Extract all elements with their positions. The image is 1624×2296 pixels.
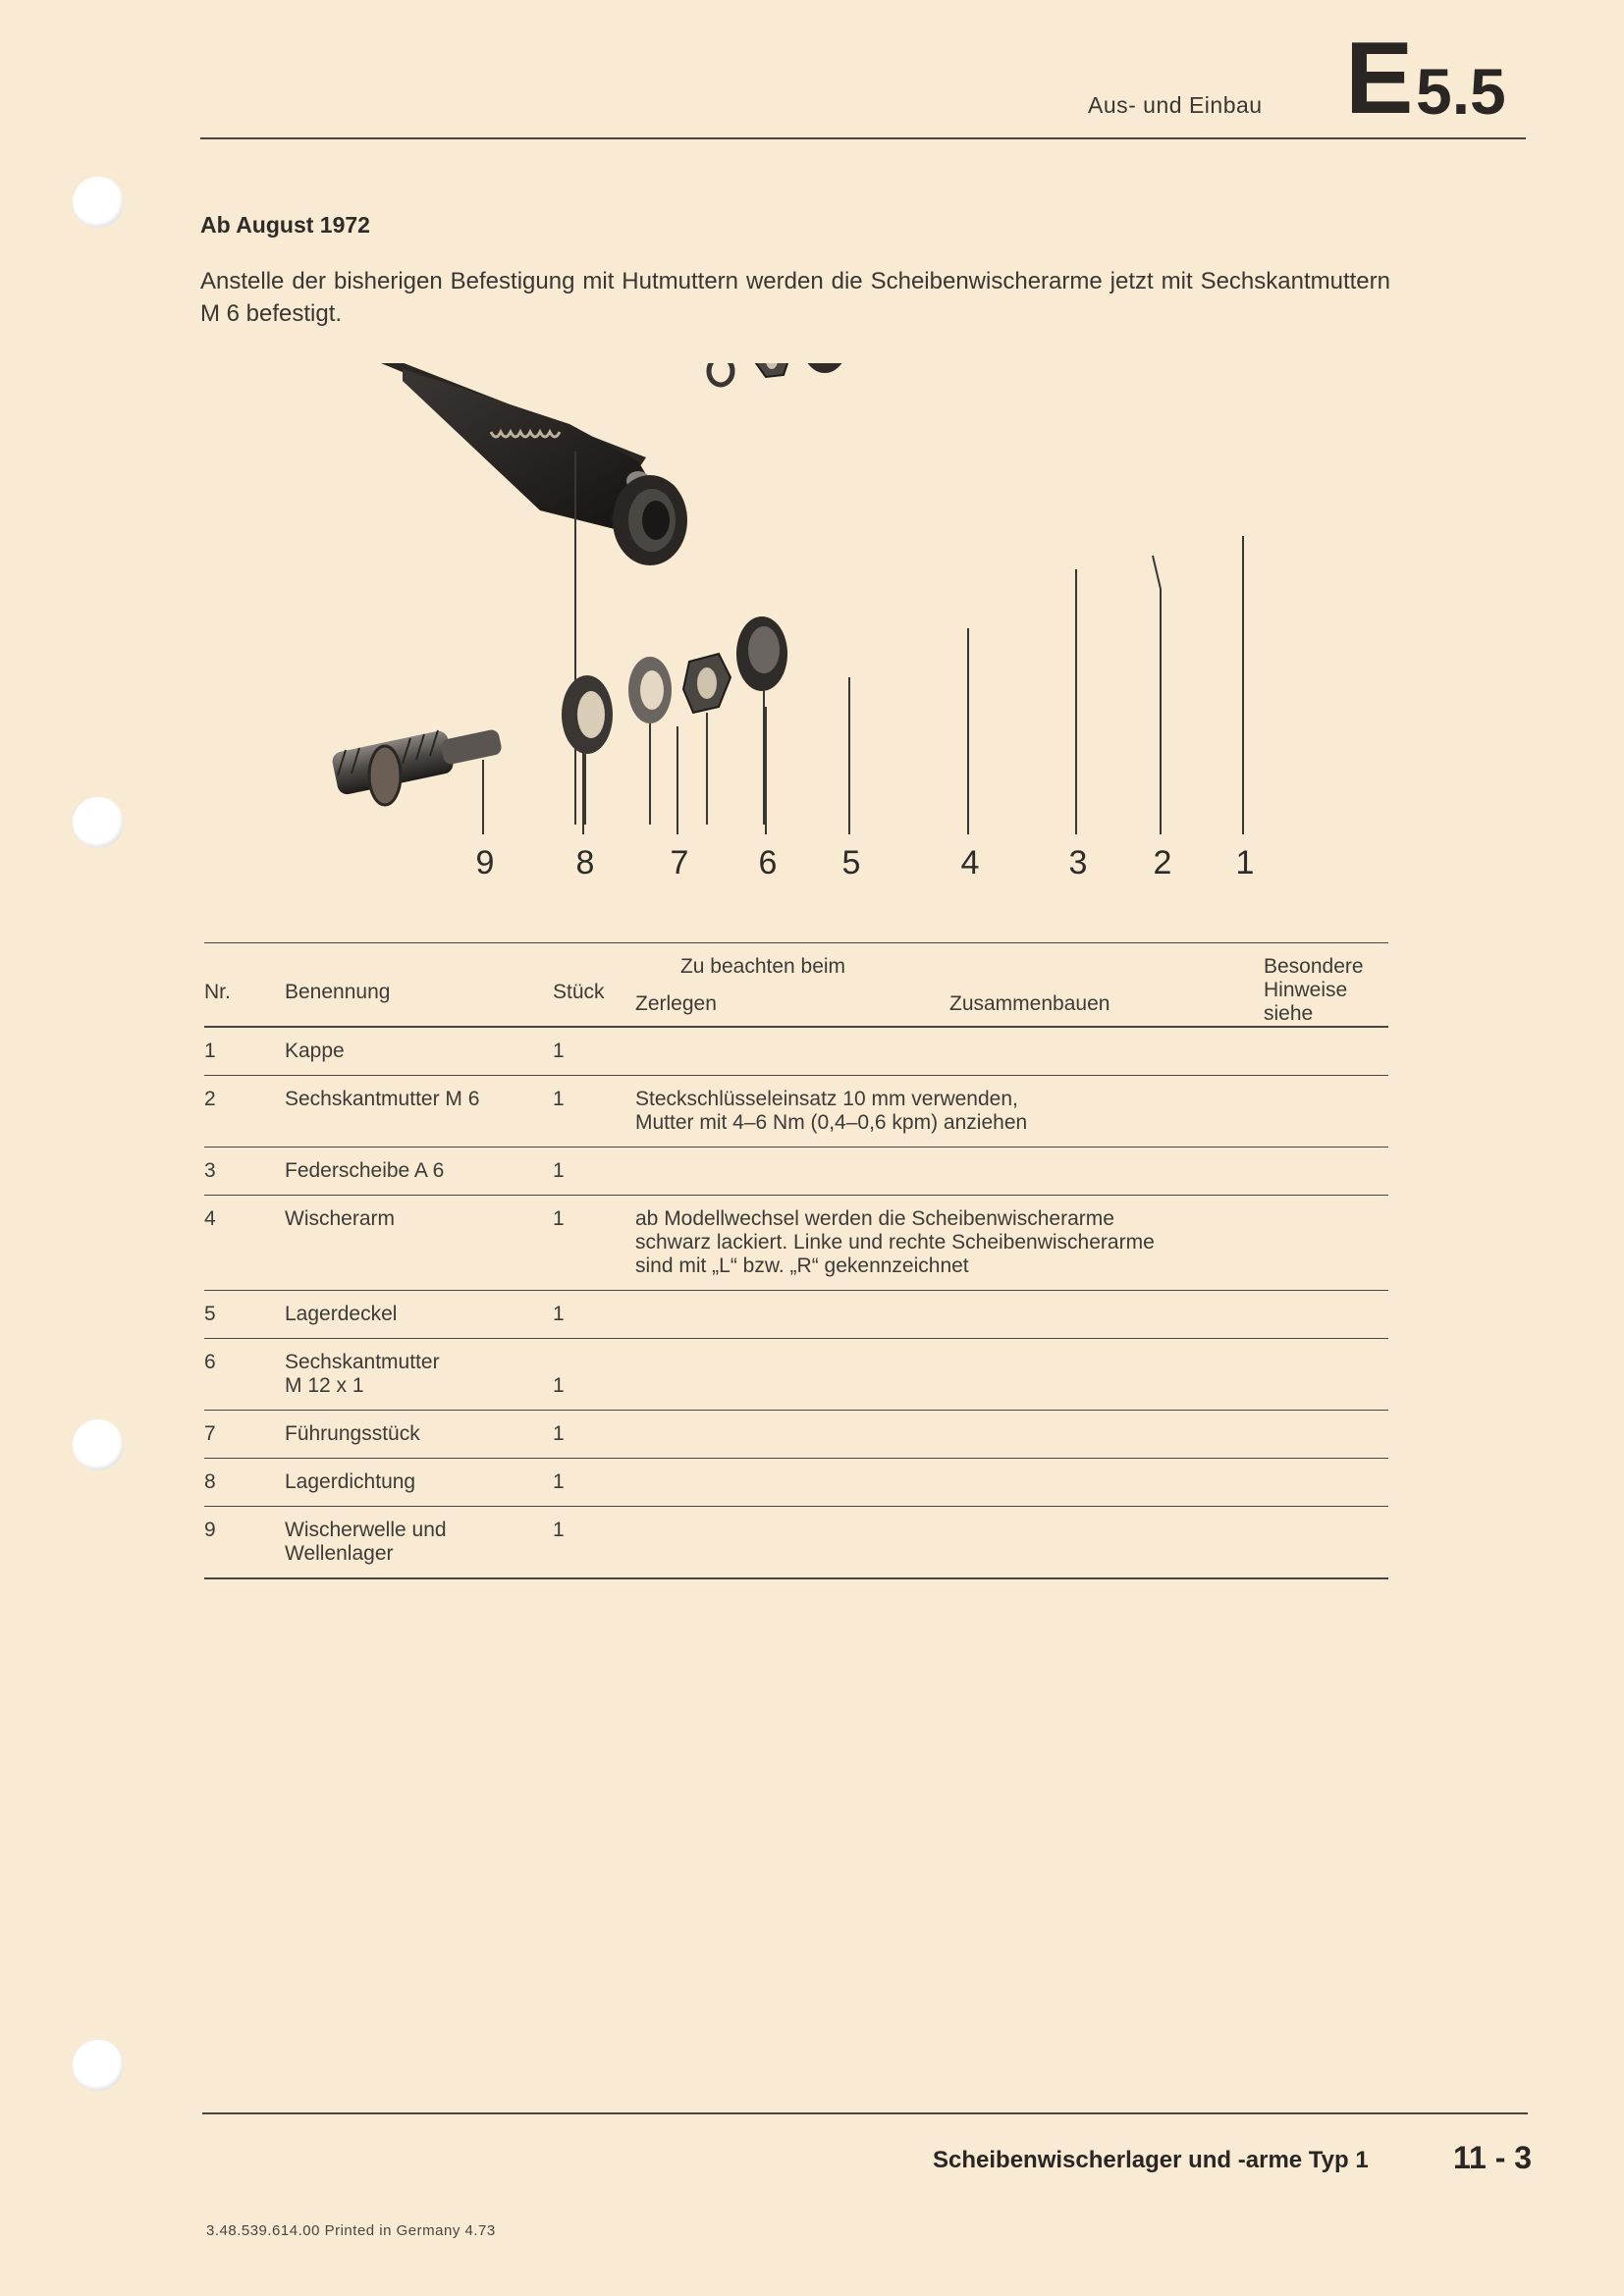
- table-row: [204, 1339, 1388, 1411]
- name-line: Wellenlager: [285, 1542, 394, 1565]
- row-qty: 1: [553, 1159, 565, 1182]
- row-qty: 1: [553, 1303, 565, 1325]
- row-ref: [1264, 1411, 1388, 1459]
- section-title: Aus- und Einbau: [1088, 92, 1263, 118]
- row-name: Lagerdeckel: [285, 1303, 398, 1325]
- row-note: [635, 1076, 1264, 1148]
- column-header-notes-group: [635, 943, 1264, 1028]
- row-name: Wischerarm: [285, 1207, 396, 1230]
- column-header-disassembly: Zerlegen: [635, 992, 717, 1015]
- column-header-notes: [1264, 943, 1388, 1028]
- row-nr: 5: [204, 1303, 216, 1325]
- row-ref: [1264, 1148, 1388, 1196]
- row-nr: 4: [204, 1207, 216, 1230]
- parts-table: [204, 942, 1388, 1579]
- column-header-subgroup: [635, 992, 1264, 1016]
- chapter-code-number: 5.5: [1416, 55, 1506, 128]
- table-row: [204, 1027, 1388, 1076]
- callout-number: 2: [1153, 844, 1172, 881]
- row-qty: 1: [553, 1422, 565, 1445]
- row-ref: [1264, 1291, 1388, 1339]
- row-qty: 1: [553, 1207, 565, 1230]
- chapter-code-letter: E: [1345, 22, 1414, 135]
- punch-hole: [73, 2040, 124, 2091]
- table-row: [204, 1459, 1388, 1507]
- name-line: Wischerwelle und: [285, 1519, 447, 1541]
- row-name: Sechskantmutter M 6: [285, 1088, 480, 1110]
- table-row: [204, 1291, 1388, 1339]
- notes-header-line: Besondere: [1264, 955, 1364, 978]
- row-name: [285, 1507, 553, 1579]
- row-note: [635, 1196, 1264, 1291]
- note-line: schwarz lackiert. Linke und rechte Scheibenwischerarme: [635, 1231, 1155, 1254]
- column-header-assembly: Zusammenbauen: [949, 992, 1110, 1015]
- row-nr: 8: [204, 1470, 216, 1493]
- row-nr: 3: [204, 1159, 216, 1182]
- row-qty: 1: [553, 1519, 565, 1541]
- row-note: [635, 1411, 1264, 1459]
- note-line: sind mit „L“ bzw. „R“ gekennzeichnet: [635, 1255, 969, 1277]
- intro-paragraph: Anstelle der bisherigen Befestigung mit Hutmuttern werden die Scheibenwischerarme jetzt mit Sechskantmuttern M 6 befestigt.: [200, 268, 1390, 327]
- callout-number: 5: [841, 844, 861, 881]
- table-row: [204, 1196, 1388, 1291]
- row-nr: 2: [204, 1088, 216, 1110]
- print-line: 3.48.539.614.00 Printed in Germany 4.73: [206, 2222, 496, 2239]
- row-note: [635, 1291, 1264, 1339]
- callout-number: 6: [758, 844, 778, 881]
- column-header-nr: Nr.: [204, 981, 231, 1003]
- notes-header-line: siehe: [1264, 1002, 1314, 1025]
- row-nr: 9: [204, 1519, 216, 1541]
- qty-value: 1: [553, 1374, 565, 1397]
- column-header-name: Benennung: [285, 981, 391, 1003]
- row-ref: [1264, 1339, 1388, 1411]
- notes-header-line: Hinweise: [1264, 979, 1348, 1001]
- footer-title: Scheibenwischerlager und -arme Typ 1: [933, 2147, 1369, 2173]
- callout-number: 4: [960, 844, 980, 881]
- note-line: Mutter mit 4–6 Nm (0,4–0,6 kpm) anziehen: [635, 1111, 1028, 1134]
- column-header-group: Zu beachten beim: [679, 955, 846, 978]
- callout-number: 8: [575, 844, 595, 881]
- row-name: Führungsstück: [285, 1422, 420, 1445]
- row-note: [635, 1339, 1264, 1411]
- column-header-qty: Stück: [553, 981, 605, 1003]
- row-ref: [1264, 1076, 1388, 1148]
- punch-hole: [73, 1419, 124, 1470]
- footer-rule: [202, 2112, 1528, 2114]
- table-header-row: [204, 943, 1388, 1028]
- table-row: [204, 1411, 1388, 1459]
- row-name: [285, 1339, 553, 1411]
- row-ref: [1264, 1507, 1388, 1579]
- callout-number: 3: [1068, 844, 1088, 881]
- row-ref: [1264, 1459, 1388, 1507]
- table-row: [204, 1076, 1388, 1148]
- table-row: [204, 1507, 1388, 1579]
- note-line: Steckschlüsseleinsatz 10 mm verwenden,: [635, 1088, 1018, 1110]
- callout-number: 1: [1235, 844, 1255, 881]
- row-nr: 1: [204, 1040, 216, 1062]
- row-name: Kappe: [285, 1040, 345, 1062]
- row-ref: [1264, 1027, 1388, 1076]
- callout-number: 7: [670, 844, 689, 881]
- row-note: [635, 1148, 1264, 1196]
- table-row: [204, 1148, 1388, 1196]
- row-name: Federscheibe A 6: [285, 1159, 445, 1182]
- callout-number: 9: [475, 844, 495, 881]
- row-ref: [1264, 1196, 1388, 1291]
- page-number: 11 - 3: [1453, 2140, 1533, 2175]
- note-line: ab Modellwechsel werden die Scheibenwischerarme: [635, 1207, 1114, 1230]
- row-note: [635, 1027, 1264, 1076]
- row-nr: 6: [204, 1351, 216, 1373]
- callout-leaders: [0, 0, 1624, 982]
- name-line: M 12 x 1: [285, 1374, 364, 1397]
- row-nr: 7: [204, 1422, 216, 1445]
- row-name: Lagerdichtung: [285, 1470, 416, 1493]
- row-qty: [553, 1339, 635, 1411]
- row-note: [635, 1459, 1264, 1507]
- row-qty: 1: [553, 1470, 565, 1493]
- row-qty: 1: [553, 1088, 565, 1110]
- section-heading: Ab August 1972: [200, 212, 370, 238]
- row-note: [635, 1507, 1264, 1579]
- row-qty: 1: [553, 1040, 565, 1062]
- name-line: Sechskantmutter: [285, 1351, 440, 1373]
